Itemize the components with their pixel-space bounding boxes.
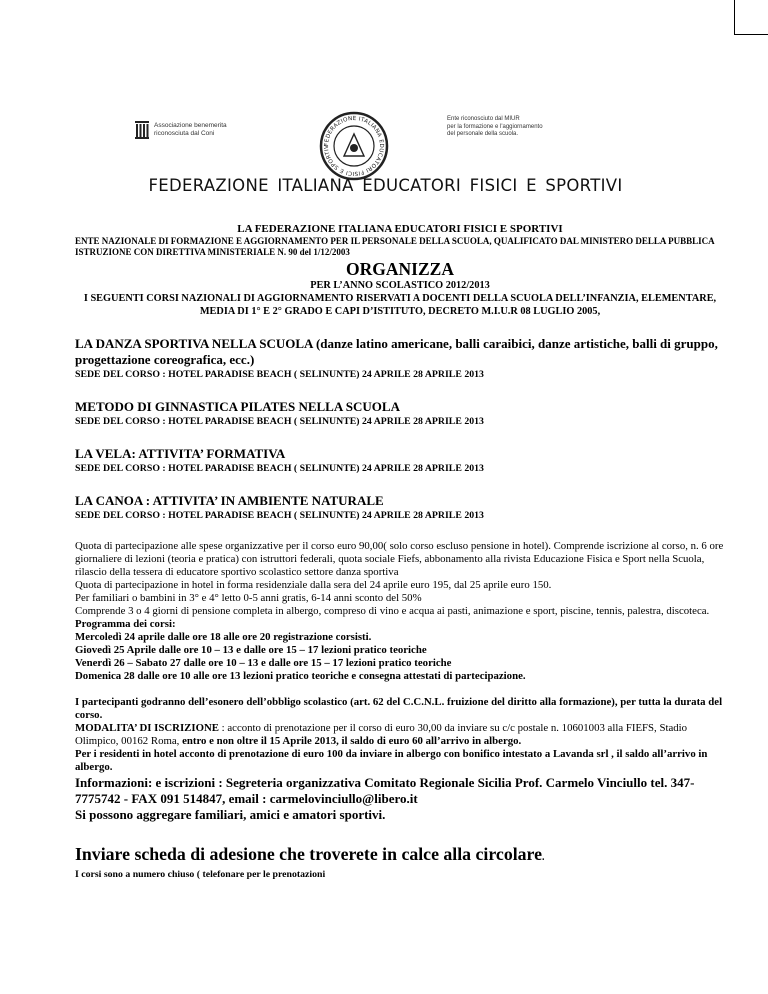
- registration-mode-label: MODALITA’ DI ISCRIZIONE: [75, 722, 219, 734]
- fiefs-seal-logo: [318, 110, 390, 182]
- fee-course-paragraph: Quota di partecipazione alle spese organizzative per il corso euro 90,00( solo corso escluso pensione in hotel). Comprende iscrizione al corso, n. 6 ore giornaliere di lezioni (teoria e pratica) con istruttori federali, quota sociale Fiefs, abbonamento alla rivista Educazione Fisica e Sport nella Scuola, rilascio della tessera di educatore sportivo scolastico settore danza sportiva: [75, 540, 724, 578]
- aggregate-note: Si possono aggregare familiari, amici e amatori sportivi.: [75, 807, 386, 822]
- course-venue: SEDE DEL CORSO : HOTEL PARADISE BEACH ( SELINUNTE) 24 APRILE 28 APRILE 2013: [75, 463, 484, 474]
- fee-hotel-paragraph: Quota di partecipazione in hotel in forma residenziale dalla sera del 24 aprile euro 195, dal 25 aprile euro 150.: [75, 579, 552, 591]
- course-venue: SEDE DEL CORSO : HOTEL PARADISE BEACH ( SELINUNTE) 24 APRILE 28 APRILE 2013: [75, 510, 484, 521]
- school-year: PER L’ANNO SCOLASTICO 2012/2013: [310, 280, 490, 291]
- page-corner-mark: [734, 0, 768, 35]
- course-venue: SEDE DEL CORSO : HOTEL PARADISE BEACH ( SELINUNTE) 24 APRILE 28 APRILE 2013: [75, 369, 484, 380]
- organizza-heading: ORGANIZZA: [346, 259, 454, 279]
- board-includes: Comprende 3 o 4 giorni di pensione completa in albergo, compreso di vino e acqua ai pasti, animazione e sport, piscine, tennis, palestra, discoteca.: [75, 605, 710, 617]
- course-title: METODO DI GINNASTICA PILATES NELLA SCUOLA: [75, 399, 400, 414]
- program-day: Mercoledì 24 aprile dalle ore 18 alle ore 20 registrazione corsisti.: [75, 631, 372, 643]
- left-logo-line: riconosciuta dal Coni: [154, 130, 215, 137]
- registration-mode-text: : acconto di prenotazione per il corso di euro 30,00 da inviare su c/c postale n. 10601003 alla FIEFS, Stadio Olimpico, 00162 Roma,: [75, 722, 688, 747]
- send-form-dot: .: [542, 852, 545, 863]
- coni-association-logo: [134, 119, 254, 149]
- course-title: LA VELA: ATTIVITA’ FORMATIVA: [75, 446, 286, 461]
- course-item: [75, 399, 725, 428]
- right-logo-line: Ente riconosciuto dal MIUR: [447, 116, 520, 122]
- registration-deadline: entro e non oltre il 15 Aprile 2013, il saldo di euro 60 all’arrivo in albergo.: [182, 735, 522, 747]
- federation-name-banner: [0, 176, 768, 195]
- pillars-icon: [134, 119, 150, 141]
- course-venue: SEDE DEL CORSO : HOTEL PARADISE BEACH ( SELINUNTE) 24 APRILE 28 APRILE 2013: [75, 416, 484, 427]
- send-form-text: Inviare scheda di adesione che troverete in calce alla circolare: [75, 844, 543, 864]
- family-discount: Per familiari o bambini in 3° e 4° letto 0-5 anni gratis, 6-14 anni sconto del 50%: [75, 592, 422, 604]
- right-logo-line: del personale della scuola.: [447, 131, 519, 137]
- right-logo-line: per la formazione e l'aggiornamento: [447, 123, 543, 130]
- course-title: LA CANOA : ATTIVITA’ IN AMBIENTE NATURALE: [75, 493, 384, 508]
- program-day: Giovedì 25 Aprile dalle ore 10 – 13 e dalle ore 15 – 17 lezioni pratico teoriche: [75, 644, 427, 656]
- federation-word: EDUCATORI: [362, 176, 462, 195]
- hotel-deposit-paragraph: Per i residenti in hotel acconto di prenotazione di euro 100 da inviare in albergo con bonifico intestato a Lavanda srl , il saldo all’arrivo in albergo.: [75, 748, 708, 773]
- federation-word: SPORTIVI: [545, 176, 623, 195]
- course-item: [75, 446, 725, 475]
- course-title: LA DANZA SPORTIVA NELLA SCUOLA (danze latino americane, balli caraibici, danze artistiche, balli di gruppo, progettazione coreografica, ecc.): [75, 336, 718, 367]
- courses-intro: I SEGUENTI CORSI NAZIONALI DI AGGIORNAMENTO RISERVATI A DOCENTI DELLA SCUOLA DELL’INFANZIA, ELEMENTARE, MEDIA DI 1° E 2° GRADO E CAPI D’ISTITUTO, DECRETO M.I.U.R 08 LUGLIO 2005,: [83, 293, 717, 317]
- intro-federation-line: LA FEDERAZIONE ITALIANA EDUCATORI FISICI E SPORTIVI: [237, 223, 563, 235]
- federation-word: FISICI: [469, 176, 518, 195]
- federation-word: ITALIANA: [277, 176, 354, 195]
- program-day: Domenica 28 dalle ore 10 alle ore 13 lezioni pratico teoriche e consegna attestati di partecipazione.: [75, 670, 526, 682]
- program-day: Venerdì 26 – Sabato 27 dalle ore 10 – 13 e dalle ore 15 – 17 lezioni pratico teoriche: [75, 657, 452, 669]
- closed-number-note: I corsi sono a numero chiuso ( telefonare per le prenotazioni: [75, 869, 326, 880]
- intro-qualification: ENTE NAZIONALE DI FORMAZIONE E AGGIORNAMENTO PER IL PERSONALE DELLA SCUOLA, QUALIFICATO DAL MINISTERO DELLA PUBBLICA ISTRUZIONE CON DIRETTIVA MINISTERIALE N. 90 del 1/12/2003: [75, 236, 715, 257]
- document-body: [75, 223, 725, 881]
- federation-word: E: [526, 176, 537, 195]
- contact-information: Informazioni: e iscrizioni : Segreteria organizzativa Comitato Regionale Sicilia Prof. Carmelo Vinciullo tel. 347-7775742 - FAX 091 514847, email : carmelovinciullo@libero.it: [75, 775, 695, 806]
- left-logo-line: Associazione benemerita: [154, 122, 227, 129]
- exemption-paragraph: I partecipanti godranno dell’esonero dell’obbligo scolastico (art. 62 del C.C.N.L. fruizione del diritto alla formazione), per tutta la durata del corso.: [75, 696, 723, 721]
- details-section: [75, 540, 725, 774]
- course-item: [75, 336, 725, 381]
- registration-mode-paragraph: [75, 722, 725, 748]
- seal-ring-text: FEDERAZIONE ITALIANA EDUCATORI FISICI E SPORTIV: [323, 115, 385, 177]
- program-title: Programma dei corsi:: [75, 618, 176, 630]
- miur-recognition-text: [447, 116, 567, 139]
- federation-word: FEDERAZIONE: [148, 176, 269, 195]
- send-form-notice: [75, 843, 725, 869]
- course-item: [75, 493, 725, 522]
